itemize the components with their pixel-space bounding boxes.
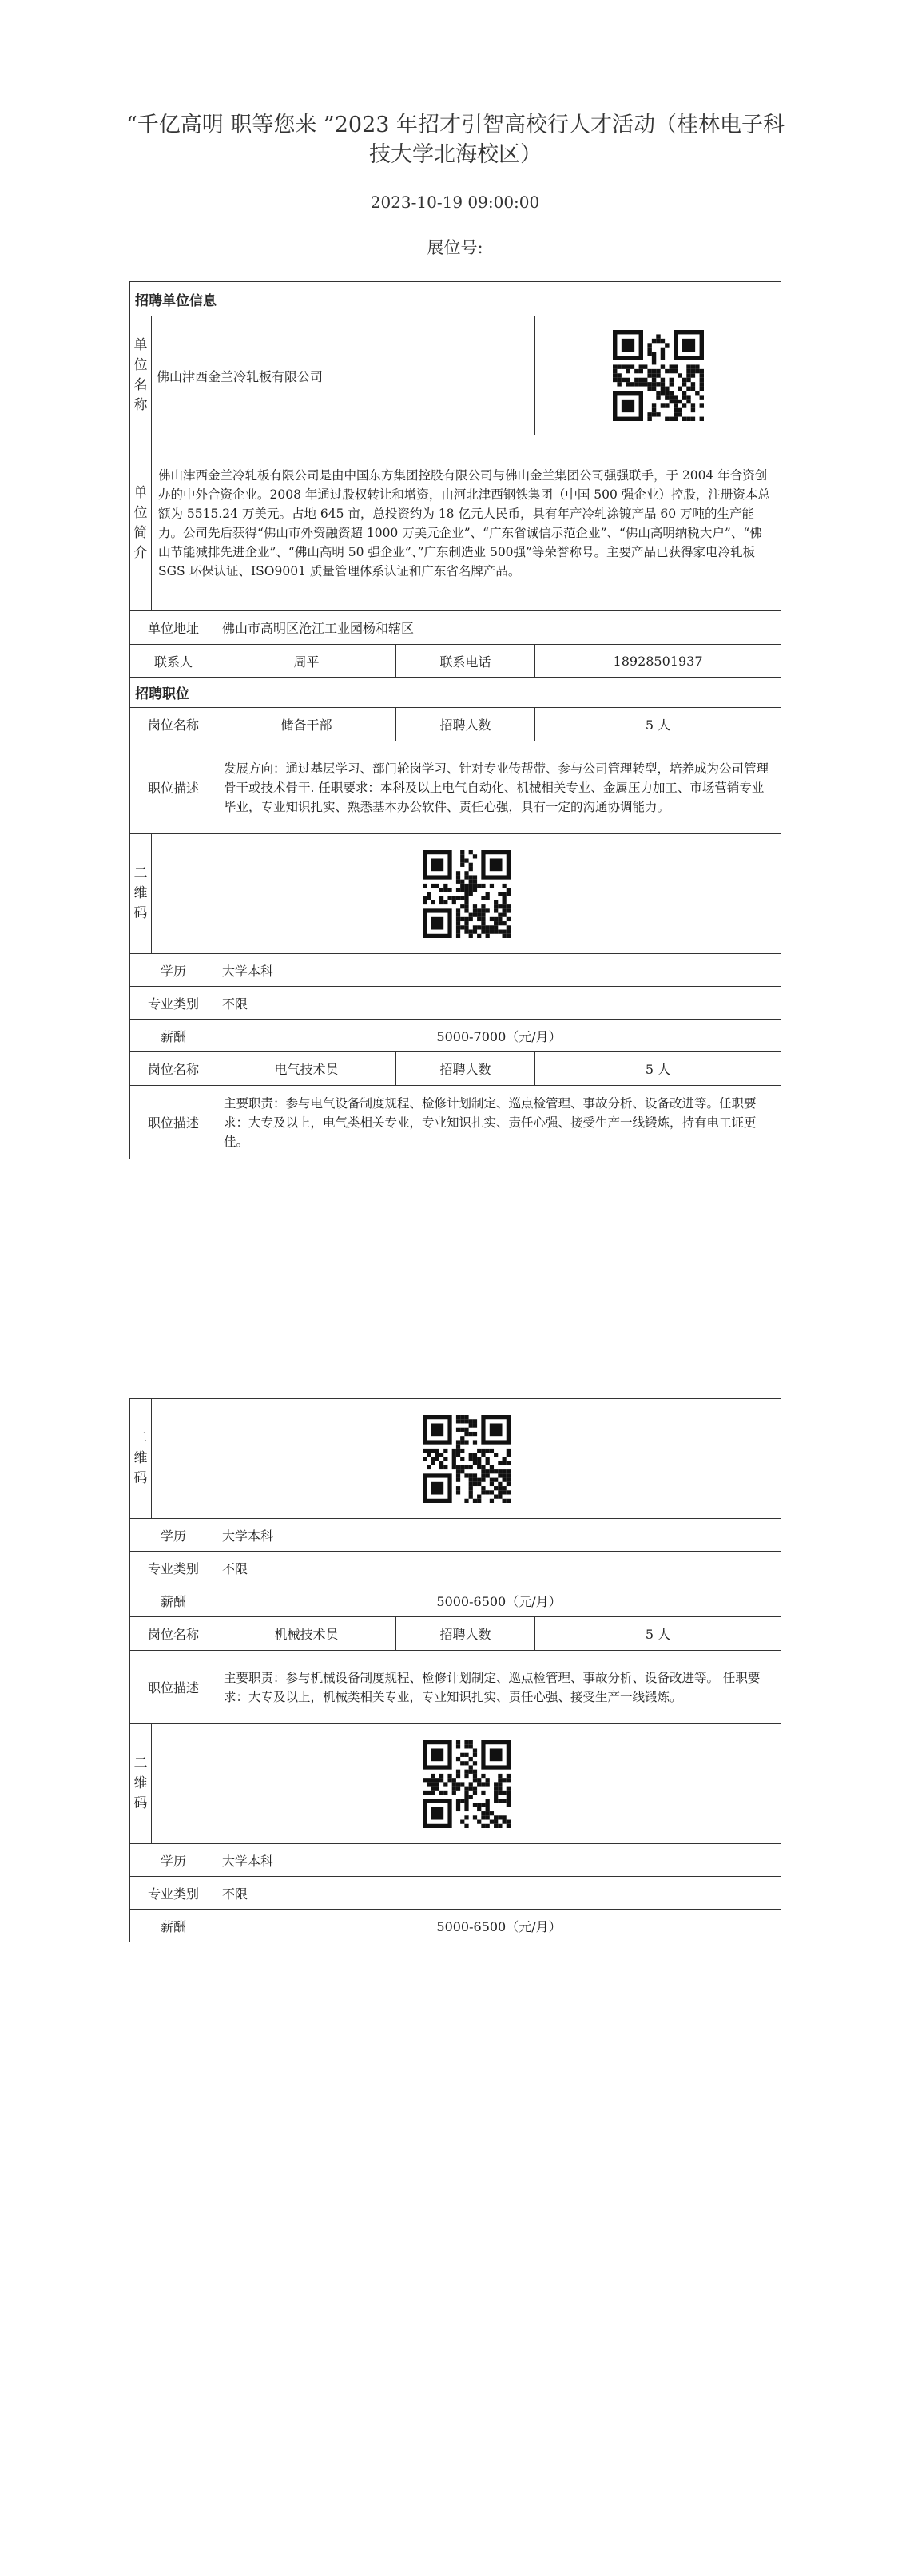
description-label: 职位描述: [130, 1651, 217, 1724]
job-education: 大学本科: [217, 954, 781, 987]
qr-code-icon: [423, 1740, 511, 1828]
position-label: 岗位名称: [130, 1052, 217, 1086]
qr-label: 二维码: [130, 1724, 152, 1844]
qr-code-icon: [423, 1415, 511, 1503]
qr-code-icon: [423, 850, 511, 938]
salary-label: 薪酬: [130, 1020, 217, 1052]
job-qr-code: [152, 1724, 781, 1844]
education-label: 学历: [130, 954, 217, 987]
headcount-label: 招聘人数: [396, 708, 535, 741]
job-salary: 5000-6500（元/月）: [217, 1910, 781, 1942]
job-description: 主要职责：参与机械设备制度规程、检修计划制定、巡点检管理、事故分析、设备改进等。 任职要求：大专及以上，机械类相关专业，专业知识扎实、责任心强、接受生产一线锻炼。: [217, 1651, 781, 1724]
major-label: 专业类别: [130, 1877, 217, 1910]
job-major: 不限: [217, 1877, 781, 1910]
education-label: 学历: [130, 1519, 217, 1552]
description-label: 职位描述: [130, 741, 217, 834]
position-label: 岗位名称: [130, 708, 217, 741]
company-name-label: 单位名称: [130, 316, 152, 435]
job-description: 发展方向：通过基层学习、部门轮岗学习、针对专业传帮带、参与公司管理转型，培养成为公司管理骨干或技术骨干. 任职要求：本科及以上电气自动化、机械相关专业、金属压力加工、市场营销专业毕业，专业知识扎实、熟悉基本办公软件、责任心强，具有一定的沟通协调能力。: [217, 741, 781, 834]
job-headcount: 5 人: [535, 1617, 781, 1651]
description-label: 职位描述: [130, 1086, 217, 1159]
major-label: 专业类别: [130, 987, 217, 1020]
contact-name: 周平: [217, 645, 396, 678]
company-intro-label: 单位简介: [130, 435, 152, 611]
company-qr-code: [535, 316, 781, 435]
jobs-section-title: 招聘职位: [130, 678, 781, 708]
qr-label: 二维码: [130, 834, 152, 954]
salary-label: 薪酬: [130, 1584, 217, 1617]
phone-label: 联系电话: [396, 645, 535, 678]
education-label: 学历: [130, 1844, 217, 1877]
job-headcount: 5 人: [535, 708, 781, 741]
job-qr-code: [152, 1399, 781, 1519]
job-name: 储备干部: [217, 708, 396, 741]
job-qr-code: [152, 834, 781, 954]
company-name: 佛山津西金兰冷轧板有限公司: [152, 316, 535, 435]
recruitment-table-page-2: [129, 1398, 781, 1942]
booth-number: 展位号:: [427, 238, 483, 257]
job-salary: 5000-6500（元/月）: [217, 1584, 781, 1617]
page-title: “千亿高明 职等您来 ”2023 年招才引智高校行人才活动（桂林电子科技大学北海校区）: [125, 113, 785, 167]
position-label: 岗位名称: [130, 1617, 217, 1651]
job-education: 大学本科: [217, 1519, 781, 1552]
headcount-label: 招聘人数: [396, 1052, 535, 1086]
job-name: 电气技术员: [217, 1052, 396, 1086]
major-label: 专业类别: [130, 1552, 217, 1584]
job-education: 大学本科: [217, 1844, 781, 1877]
job-description: 主要职责：参与电气设备制度规程、检修计划制定、巡点检管理、事故分析、设备改进等。任职要求：大专及以上，电气类相关专业，专业知识扎实、责任心强、接受生产一线锻炼，持有电工证更佳。: [217, 1086, 781, 1159]
company-address: 佛山市高明区沧江工业园杨和辖区: [217, 611, 781, 645]
company-section-title: 招聘单位信息: [130, 282, 781, 316]
company-intro: 佛山津西金兰冷轧板有限公司是由中国东方集团控股有限公司与佛山金兰集团公司强强联手，于 2004 年合资创办的中外合资企业。2008 年通过股权转让和增资，由河北津西钢铁集团（中国 500 强企业）控股，注册资本总额为 5515.24 万美元。占地 645 亩，总投资约为 18 亿元人民币，具有年产冷轧涂镀产品 60 万吨的生产能力。公司先后获得“佛山市外资融资超 1000 万美元企业”、“广东省诚信示范企业”、“佛山高明纳税大户”、“佛山节能减排先进企业”、“佛山高明 50 强企业”、”广东制造业 500强”等荣誉称号。主要产品已获得家电冷轧板 SGS 环保认证、ISO9001 质量管理体系认证和广东省名牌产品。: [152, 435, 781, 611]
job-name: 机械技术员: [217, 1617, 396, 1651]
qr-label: 二维码: [130, 1399, 152, 1519]
company-address-label: 单位地址: [130, 611, 217, 645]
contact-label: 联系人: [130, 645, 217, 678]
recruitment-table-page-1: [129, 281, 781, 1159]
event-datetime: 2023-10-19 09:00:00: [370, 193, 540, 212]
headcount-label: 招聘人数: [396, 1617, 535, 1651]
salary-label: 薪酬: [130, 1910, 217, 1942]
job-headcount: 5 人: [535, 1052, 781, 1086]
phone-number: 18928501937: [535, 645, 781, 678]
qr-code-icon: [613, 330, 704, 421]
job-salary: 5000-7000（元/月）: [217, 1020, 781, 1052]
job-major: 不限: [217, 987, 781, 1020]
job-major: 不限: [217, 1552, 781, 1584]
